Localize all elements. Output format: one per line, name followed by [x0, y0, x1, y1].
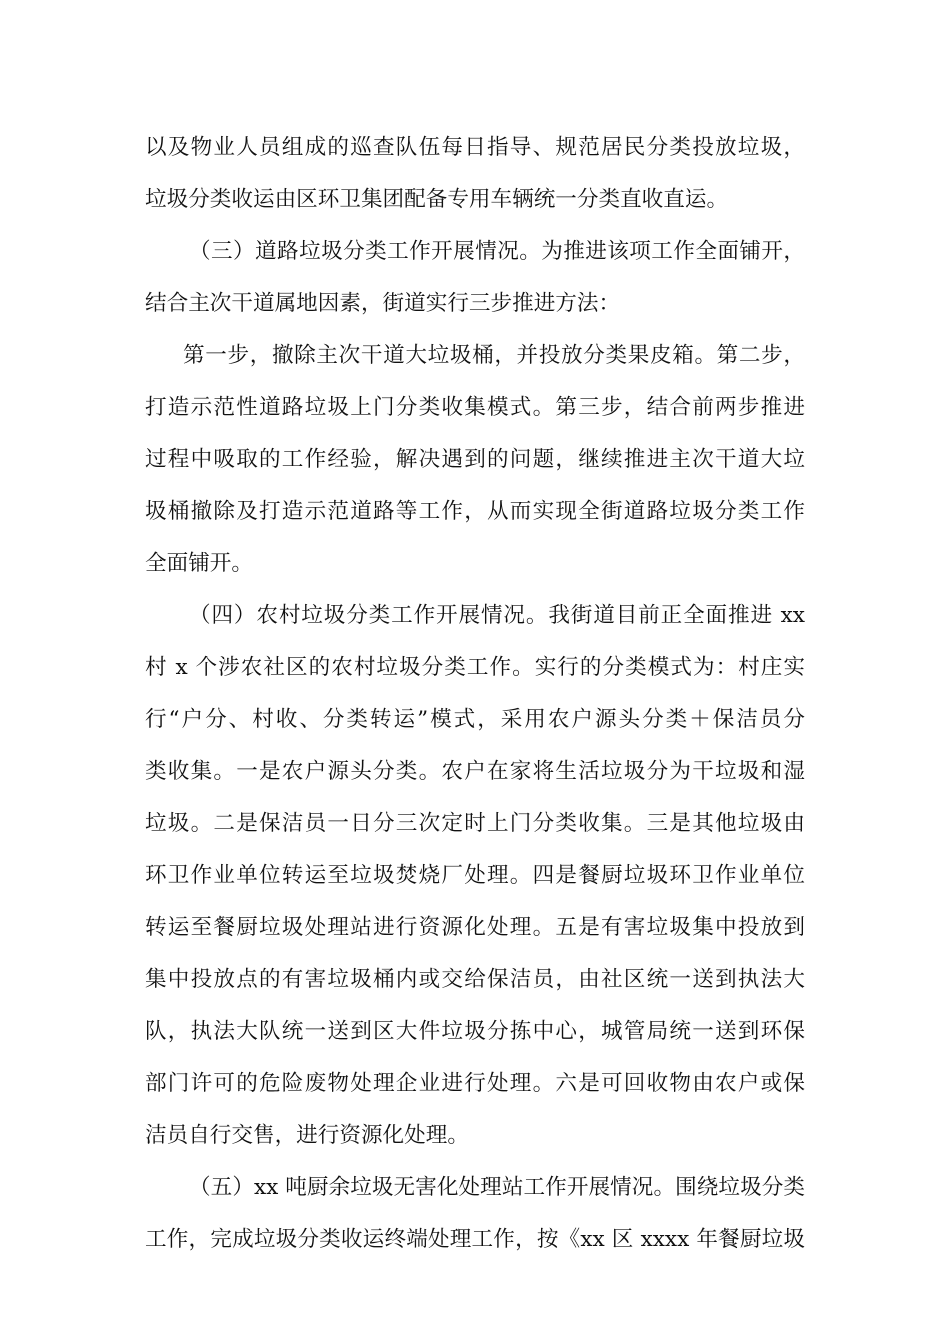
text-line: 工作，完成垃圾分类收运终端处理工作，按《xx 区 xxxx 年餐厨垃圾 — [145, 1227, 805, 1252]
text-line: 行“户分、村收、分类转运”模式，采用农户源头分类＋保洁员分 — [145, 707, 805, 732]
text-line: 部门许可的危险废物处理企业进行处理。六是可回收物由农户或保 — [145, 1071, 805, 1096]
text-line: 垃圾。二是保洁员一日分三次定时上门分类收集。三是其他垃圾由 — [145, 811, 805, 836]
paragraph-heading-5: （五）xx 吨厨余垃圾无害化处理站工作开展情况。围绕垃圾分类 — [189, 1175, 805, 1200]
text-line: 结合主次干道属地因素，街道实行三步推进方法： — [145, 291, 621, 316]
text-line: 全面铺开。 — [145, 551, 253, 576]
text-line: 第一步，撤除主次干道大垃圾桶，并投放分类果皮箱。第二步， — [183, 343, 805, 368]
text-line: 圾桶撤除及打造示范道路等工作，从而实现全街道路垃圾分类工作 — [145, 499, 805, 524]
text-line: 集中投放点的有害垃圾桶内或交给保洁员，由社区统一送到执法大 — [145, 967, 805, 992]
text-line: 垃圾分类收运由区环卫集团配备专用车辆统一分类直收直运。 — [145, 187, 729, 212]
text-line: 环卫作业单位转运至垃圾焚烧厂处理。四是餐厨垃圾环卫作业单位 — [145, 863, 805, 888]
text-line: 转运至餐厨垃圾处理站进行资源化处理。五是有害垃圾集中投放到 — [145, 915, 805, 940]
paragraph-heading-4: （四）农村垃圾分类工作开展情况。我街道目前正全面推进 xx — [189, 603, 805, 628]
text-line: 洁员自行交售，进行资源化处理。 — [145, 1123, 469, 1148]
text-line: 类收集。一是农户源头分类。农户在家将生活垃圾分为干垃圾和湿 — [145, 759, 805, 784]
text-line: 以及物业人员组成的巡查队伍每日指导、规范居民分类投放垃圾， — [145, 135, 805, 160]
text-line: 过程中吸取的工作经验，解决遇到的问题，继续推进主次干道大垃 — [145, 447, 805, 472]
text-line: 打造示范性道路垃圾上门分类收集模式。第三步，结合前两步推进 — [145, 395, 805, 420]
text-line: 队，执法大队统一送到区大件垃圾分拣中心，城管局统一送到环保 — [145, 1019, 805, 1044]
text-line: 村 x 个涉农社区的农村垃圾分类工作。实行的分类模式为：村庄实 — [145, 655, 805, 680]
paragraph-heading-3: （三）道路垃圾分类工作开展情况。为推进该项工作全面铺开， — [189, 239, 805, 264]
